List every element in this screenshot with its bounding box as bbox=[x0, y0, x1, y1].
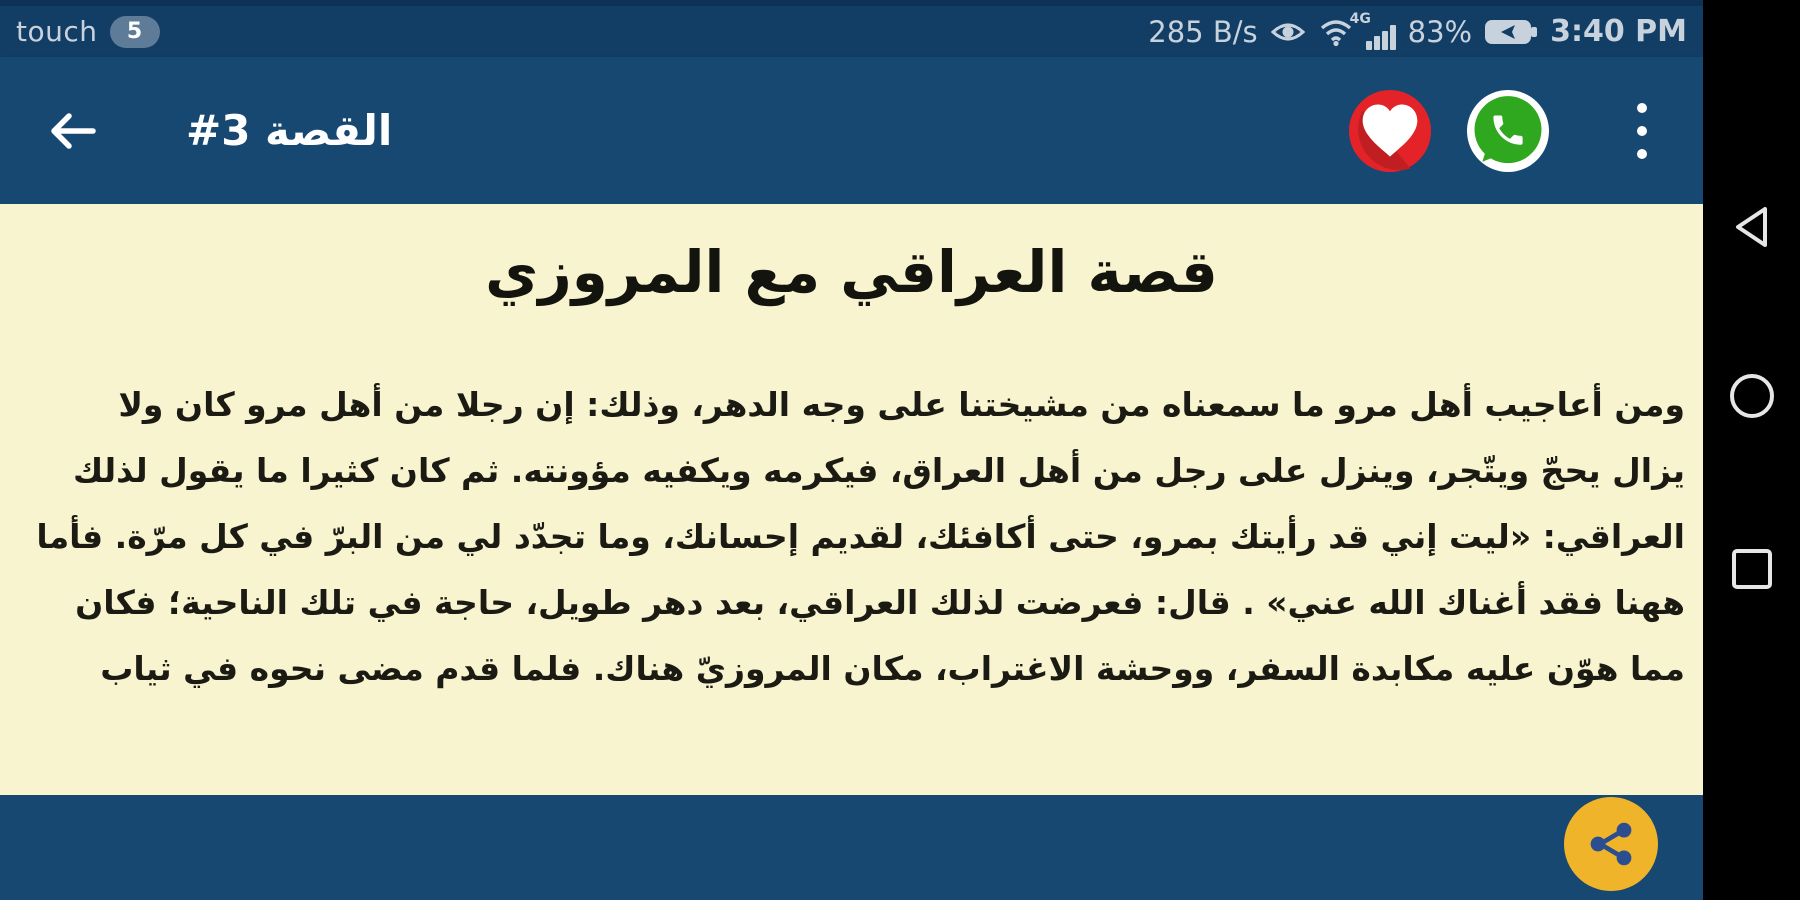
eye-icon bbox=[1270, 17, 1306, 47]
heart-icon bbox=[1349, 90, 1431, 172]
nav-recents-square-icon[interactable] bbox=[1729, 546, 1775, 596]
wifi-icon bbox=[1318, 17, 1354, 47]
nav-back-triangle-icon[interactable] bbox=[1729, 203, 1775, 255]
battery-percent-label: 83% bbox=[1407, 14, 1473, 49]
bottom-bar bbox=[0, 795, 1703, 900]
story-line: ومن أعاجيب أهل مرو ما سمعناه من مشيختنا على وجه الدهر، وذلك: إن رجلا من أهل مرو كان ولا bbox=[118, 385, 1685, 424]
overflow-menu-icon[interactable] bbox=[1631, 97, 1653, 165]
clock-label: 3:40 PM bbox=[1550, 14, 1687, 49]
whatsapp-button[interactable] bbox=[1467, 90, 1549, 172]
android-nav-bar bbox=[1703, 0, 1800, 900]
network-speed-label: 285 B/s bbox=[1148, 14, 1258, 49]
signal-bars-icon bbox=[1349, 11, 1396, 50]
story-line: العراقي: «ليت إني قد رأيتك بمرو، حتى أكافئك، لقديم إحسانك، وما تجدّد لي من البرّ في كل مرّة. فأما bbox=[36, 517, 1685, 556]
page-title: القصة 3# bbox=[186, 106, 393, 155]
battery-charging-icon bbox=[1484, 17, 1538, 47]
share-icon bbox=[1585, 818, 1637, 870]
back-arrow-icon[interactable] bbox=[44, 107, 100, 155]
signal-4g-label: 4G bbox=[1349, 11, 1371, 27]
share-button[interactable] bbox=[1564, 797, 1658, 891]
notification-count-badge: 5 bbox=[110, 16, 160, 48]
app-bar bbox=[0, 57, 1703, 204]
nav-home-circle-icon[interactable] bbox=[1728, 372, 1776, 424]
story-line: يزال يحجّ ويتّجر، وينزل على رجل من أهل العراق، فيكرمه ويكفيه مؤونته. ثم كان كثيرا ما يقول لذلك bbox=[73, 451, 1685, 490]
story-body bbox=[0, 372, 1703, 702]
whatsapp-icon bbox=[1467, 90, 1549, 172]
favorite-button[interactable] bbox=[1349, 90, 1431, 172]
story-line: مما هوّن عليه مكابدة السفر، ووحشة الاغتراب، مكان المروزيّ هناك. فلما قدم مضى نحوه في ثياب bbox=[100, 649, 1685, 688]
carrier-label: touch bbox=[16, 15, 98, 48]
story-line: ههنا فقد أغناك الله عني» . قال: فعرضت لذلك العراقي، بعد دهر طويل، حاجة في تلك الناحية؛ فكان bbox=[75, 583, 1685, 622]
story-content bbox=[0, 204, 1703, 795]
status-bar bbox=[0, 0, 1703, 57]
story-title: قصة العراقي مع المروزي bbox=[485, 238, 1218, 306]
